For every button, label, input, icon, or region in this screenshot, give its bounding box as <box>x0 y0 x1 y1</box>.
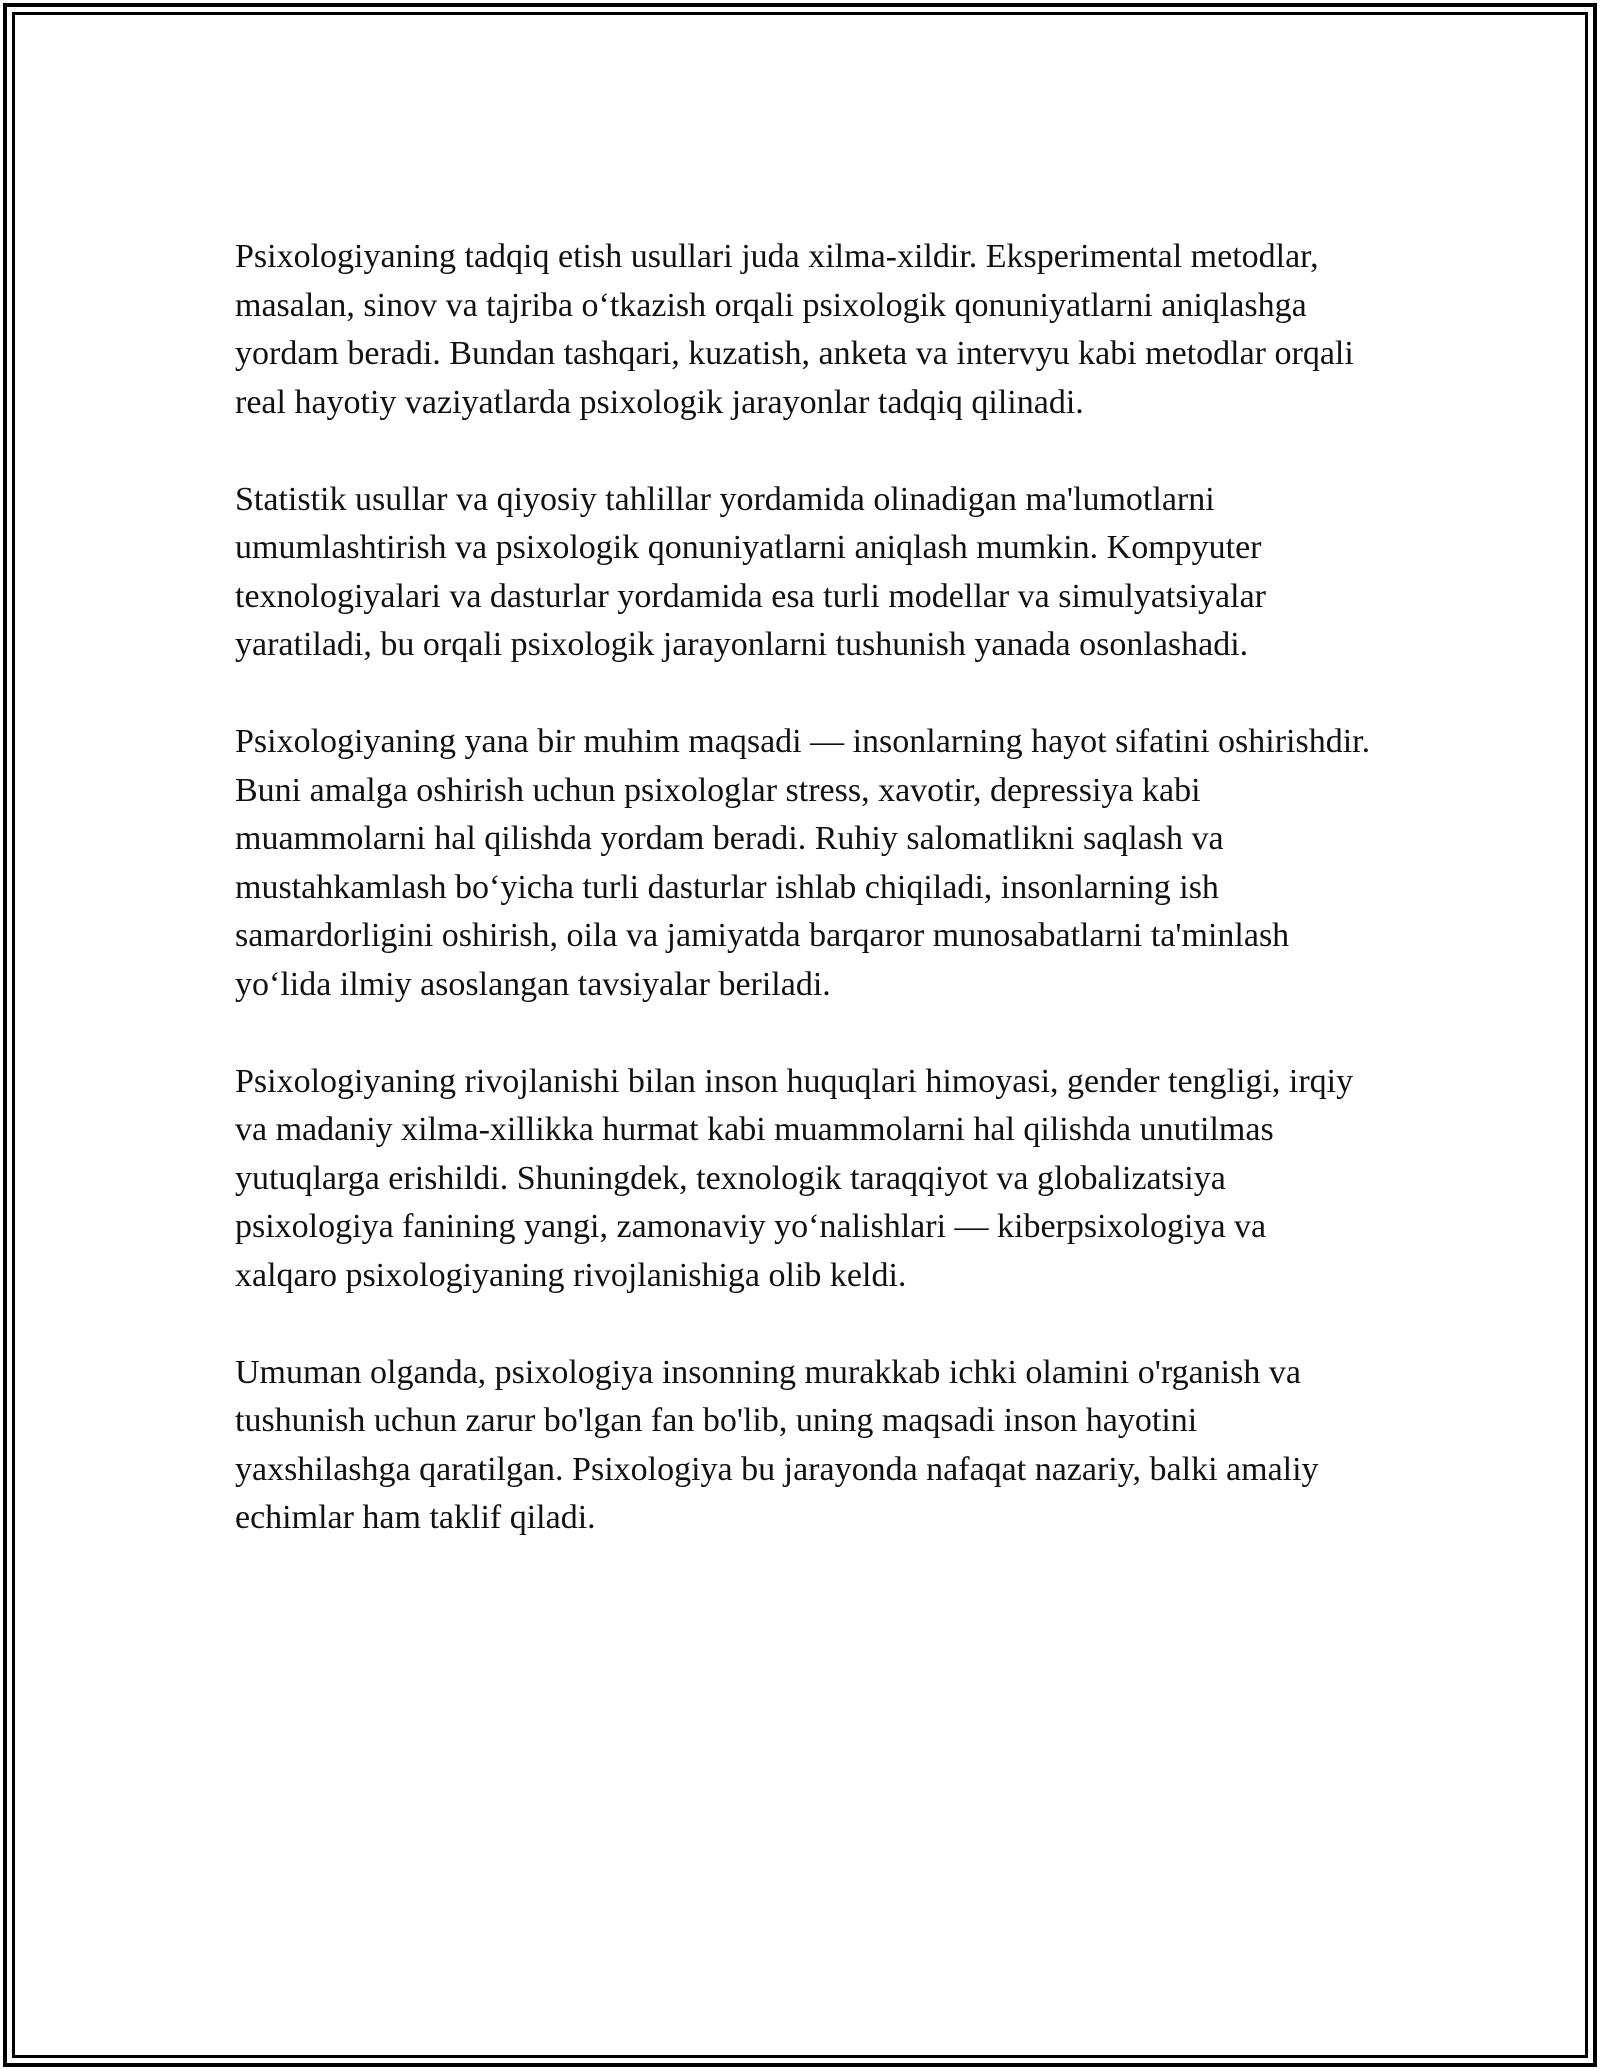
paragraph-statistical-methods: Statistik usullar va qiyosiy tahlillar yordamida olinadigan ma'lumotlarni umumlashtirish va psixologik qonuniyatlarni aniqlash mumkin. Kompyuter texnologiyalari va dasturlar yordamida esa turli modellar va simulyatsiyalar yaratiladi, bu orqali psixologik jarayonlarni tushunish yanada osonlashadi. <box>235 480 1267 663</box>
paragraph-research-methods: Psixologiyaning tadqiq etish usullari juda xilma-xildir. Eksperimental metodlar, masalan, sinov va tajriba o‘tkazish orqali psixologik qonuniyatlarni aniqlashga yordam beradi. Bundan tashqari, kuzatish, anketa va intervyu kabi metodlar orqali real hayotiy vaziyatlarda psixologik jarayonlar tadqiq qilinadi. <box>235 238 1354 421</box>
paragraph-development-achievements: Psixologiyaning rivojlanishi bilan inson huquqlari himoyasi, gender tengligi, irqiy va madaniy xilma-xillikka hurmat kabi muammolarni hal qilishda unutilmas yutuqlarga erishildi. Shuningdek, texnologik taraqqiyot va globalizatsiya psixologiya fanining yangi, zamonaviy yo‘nalishlari — kiberpsixologiya va xalqaro psixologiyaning rivojlanishiga olib keldi. <box>235 1062 1354 1294</box>
paragraph-conclusion: Umuman olganda, psixologiya insonning murakkab ichki olamini o'rganish va tushunish uchun zarur bo'lgan fan bo'lib, uning maqsadi inson hayotini yaxshilashga qaratilgan. Psixologiya bu jarayonda nafaqat nazariy, balki amaliy echimlar ham taklif qiladi. <box>235 1353 1319 1536</box>
document-body <box>235 233 1375 1591</box>
paragraph-quality-of-life: Psixologiyaning yana bir muhim maqsadi — insonlarning hayot sifatini oshirishdir. Buni amalga oshirish uchun psixologlar stress, xavotir, depressiya kabi muammolarni hal qilishda yordam beradi. Ruhiy salomatlikni saqlash va mustahkamlash bo‘yicha turli dasturlar ishlab chiqiladi, insonlarning ish samardorligini oshirish, oila va jamiyatda barqaror munosabatlarni ta'minlash yo‘lida ilmiy asoslangan tavsiyalar beriladi. <box>235 723 1371 1003</box>
